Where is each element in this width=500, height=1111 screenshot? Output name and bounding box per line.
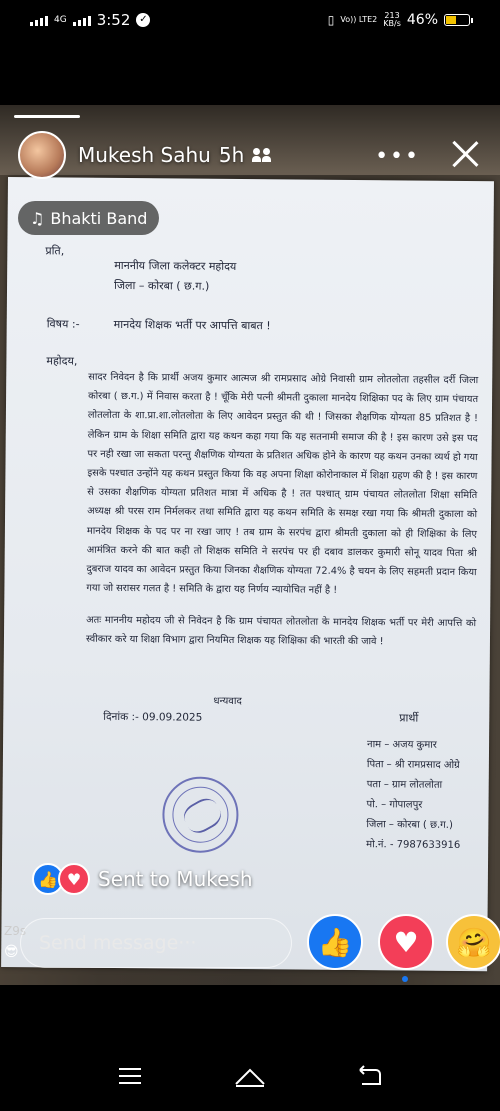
- more-options-button[interactable]: •••: [375, 144, 420, 169]
- doc-subject: मानदेय शिक्षक भर्ती पर आपत्ति बाबत !: [113, 317, 271, 333]
- selected-indicator: [402, 976, 408, 982]
- document-photo: [1, 177, 494, 971]
- status-bar: [0, 0, 500, 40]
- doc-body: सादर निवेदन है कि प्रार्थी अजय कुमार आत्मज श्री रामप्रसाद ओग्रे निवासी ग्राम लोतलोता तहसील दर्री जिला कोरबा ( छ.ग.) में निवास करता है ! चूँकि मेरी पत्नी श्रीमती दुकाला मानदेय शिक्षिका पद के लिए ग्राम पंचायत लोतलोता के शा.प्रा.शा.लोतलोता के लिए आवेदन प्रस्तुत की थी ! जिसका शैक्षणिक योग्यता 85 प्रतिशत है ! लेकिन ग्राम के शिक्षा समिति द्वारा यह कथन कहा गया कि यह सतनामी समाज की है ! इस कारण उसे इस पद पर नही रखा जा सकता परन्तु शैक्षणिक योग्यता के प्रतिशत अधिक होने के कारण यह कथन उनका व्यर्थ हो गया इसके पश्चात उन्होंने यह कथन प्रस्तुत किया कि वह अपना शिक्षा कोरोनाकाल में शिक्षा ग्रहण की है ! इस कारण से उसका शैक्षणिक योग्यता प्रतिशत मात्रा में अधिक है ! तत पश्चात् ग्राम पंचायत लोतलोता शिक्षा समिति अध्यक्ष श्री परस राम निर्मलकर तथा समिति द्वारा यह कथन समिति के समक्ष रखा गया कि श्रीमती दुकाला को मानदेय शिक्षक के पद पर ना रखा जाए ! तब ग्राम के सरपंच द्वारा श्रीमती दुकाला को ही शिक्षिका के लिए आमंत्रित करने की बात कही तो शिक्षक समिति ने सरपंच पर ही दबाव डालकर कुमारी सोनू यादव पिता श्री दुबराज यादव का आवेदन प्रस्तुत किया जिनका शैक्षणिक योग्यता 72.4% है चयन के लिए सहमती प्रदान किया गया जो सरासर गलत है ! समिति के द्वारा यह निर्णय न्यायोचित नहीं है !: [86, 371, 479, 597]
- doc-address-line2: जिला – कोरबा ( छ.ग.): [114, 278, 210, 293]
- message-input[interactable]: [20, 918, 292, 968]
- story-author-name[interactable]: Mukesh Sahu: [78, 143, 211, 167]
- speed-indicator: [383, 12, 401, 28]
- doc-date: दिनांक :- 09.09.2025: [103, 710, 203, 724]
- story-viewer[interactable]: [0, 105, 500, 985]
- speed-unit: KB/s: [383, 19, 401, 28]
- story-header: [0, 125, 500, 185]
- story-progress-bar: [14, 115, 80, 118]
- doc-to-label: प्रति,: [45, 244, 65, 258]
- like-reaction-button[interactable]: 👍: [307, 914, 363, 970]
- doc-applicant-label: प्रार्थी: [399, 711, 419, 725]
- doc-salutation: महोदय,: [46, 354, 78, 368]
- speed-value: 213: [384, 11, 400, 20]
- battery-icon: [444, 14, 470, 26]
- avatar[interactable]: [18, 131, 66, 179]
- close-icon[interactable]: [448, 137, 482, 171]
- system-nav-bar: [0, 1040, 500, 1111]
- received-stamp-seal: [162, 776, 239, 853]
- like-icon: 👍: [32, 863, 64, 895]
- back-icon[interactable]: [350, 1056, 390, 1096]
- sent-confirmation: Sent to Mukesh: [98, 867, 253, 891]
- heart-icon: ♥: [58, 863, 90, 895]
- sent-reaction-row: [32, 862, 253, 896]
- network-type: 4G: [54, 15, 67, 25]
- alarm-icon: ✓: [136, 13, 150, 27]
- doc-body-request: अतः माननीय महोदय जी से निवेदन है कि ग्राम पंचायत लोतलोता के मानदेय शिक्षक भर्ती पर मेरी आपत्ति को स्वीकार करे या शिक्षा विभाग द्वारा नियमित शिक्षक यह शिक्षिका की भारती की जावे !: [85, 614, 477, 648]
- music-sticker[interactable]: [18, 201, 159, 235]
- volte-label: Vo)) LTE2: [340, 15, 378, 24]
- music-note-icon: ♫: [30, 208, 45, 228]
- message-placeholder: Send message···: [39, 932, 197, 954]
- corner-tag: Z9s: [4, 924, 27, 938]
- care-reaction-button[interactable]: 🤗: [446, 914, 500, 970]
- story-time: 5h: [218, 143, 245, 167]
- doc-signature-line: पो. – गोपालपुर: [366, 799, 423, 811]
- smiley-icon: 😎: [4, 944, 19, 960]
- doc-signature-line: नाम – अजय कुमार: [367, 739, 437, 751]
- doc-signature-line: जिला – कोरबा ( छ.ग.): [366, 819, 453, 831]
- doc-signature-line: पता – ग्राम लोतलोता: [366, 779, 443, 791]
- signal-icon-2: [73, 14, 91, 26]
- doc-thanks: धन्यवाद: [213, 695, 242, 708]
- signal-icon: [30, 14, 48, 26]
- doc-address-line1: माननीय जिला कलेक्टर महोदय: [114, 258, 237, 273]
- friends-icon: [252, 147, 272, 163]
- clock: 3:52: [96, 11, 131, 29]
- battery-percent: 46%: [406, 12, 438, 28]
- doc-signature-line: पिता – श्री रामप्रसाद ओग्रे: [366, 759, 460, 771]
- doc-signature-line: मो.नं. - 7987633916: [366, 839, 461, 851]
- vibrate-icon: ▯: [327, 13, 335, 27]
- doc-subject-label: विषय :-: [46, 317, 80, 331]
- menu-icon[interactable]: [110, 1056, 150, 1096]
- love-reaction-button[interactable]: ♥: [378, 914, 434, 970]
- home-icon[interactable]: [230, 1056, 270, 1096]
- music-label: Bhakti Band: [50, 208, 148, 228]
